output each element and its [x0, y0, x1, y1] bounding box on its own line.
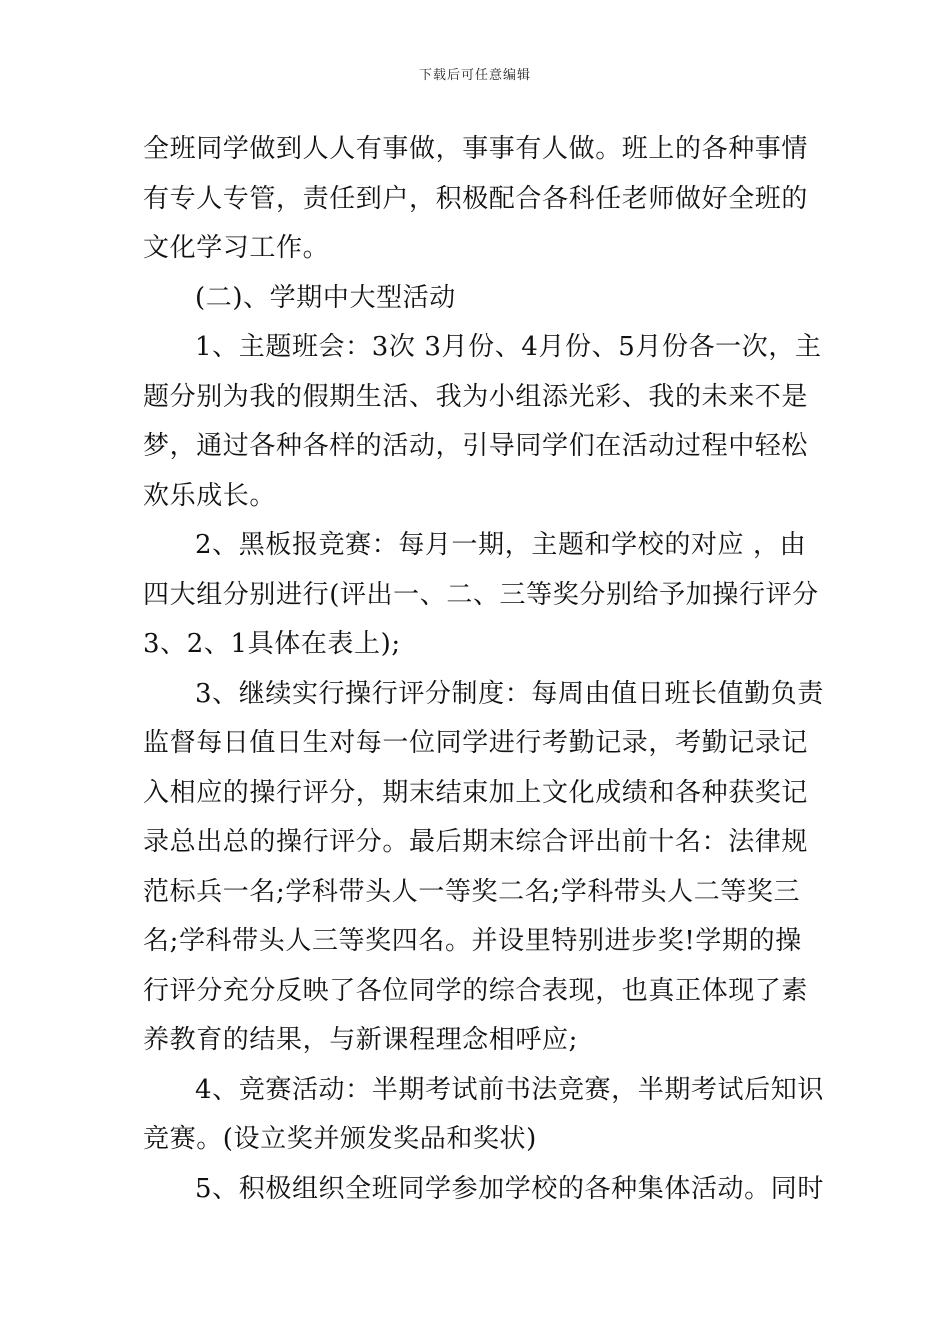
text-line-content: 5、积极组织全班同学参加学校的各种集体活动。同时: [195, 1173, 824, 1204]
text-line: [143, 917, 808, 967]
text-line-content: 梦，通过各种各样的活动，引导同学们在活动过程中轻松: [143, 431, 809, 461]
text-line-content: 题分别为我的假期生活、我为小组添光彩、我的未来不是: [143, 381, 809, 412]
text-line-content: 竞赛。(设立奖并颁发奖品和奖状): [143, 1124, 537, 1154]
text-line-content: 名;学科带头人三等奖四名。并设里特别进步奖!学期的操: [143, 926, 802, 956]
text-line-content: 2、黑板报竞赛：每月一期，主题和学校的对应 ，由: [195, 530, 807, 560]
text-line-content: 四大组分别进行(评出一、二、三等奖分别给予加操行评分: [143, 579, 819, 610]
text-line-content: 4、竞赛活动：半期考试前书法竞赛，半期考试后知识: [195, 1074, 824, 1105]
text-line: [143, 1016, 808, 1066]
text-line-content: 3、继续实行操行评分制度：每周由值日班长值勤负责: [195, 678, 824, 709]
text-line-content: 行评分充分反映了各位同学的综合表现，也真正体现了素: [143, 975, 809, 1006]
text-line-content: 范标兵一名;学科带头人一等奖二名;学科带头人二等奖三: [143, 876, 801, 907]
text-line: [143, 1115, 808, 1165]
text-line: [143, 323, 822, 373]
text-line-content: 文化学习工作。: [143, 233, 330, 263]
text-line: [143, 521, 808, 571]
text-line-content: 有专人专管，责任到户，积极配合各科任老师做好全班的: [143, 183, 809, 214]
text-line: [143, 818, 808, 868]
text-line-content: 3、2、1具体在表上);: [143, 629, 401, 659]
text-line: [143, 967, 808, 1017]
text-line-content: 录总出总的操行评分。最后期末综合评出前十名：法律规: [143, 827, 809, 857]
text-line: [143, 769, 808, 819]
text-line: [143, 373, 808, 423]
text-line: [143, 1066, 824, 1116]
text-line: [143, 422, 808, 472]
text-line-content: 监督每日值日生对每一位同学进行考勤记录，考勤记录记: [143, 728, 809, 758]
text-line-content: 养教育的结果，与新课程理念相呼应;: [143, 1025, 578, 1055]
text-line-content: 入相应的操行评分，期末结束加上文化成绩和各种获奖记: [143, 777, 809, 808]
text-line: [143, 620, 808, 670]
text-line: [143, 274, 808, 324]
text-line: [143, 571, 819, 621]
text-line: [143, 472, 808, 522]
text-line: [143, 125, 808, 175]
text-line-content: 欢乐成长。: [143, 480, 277, 511]
document-body: [143, 125, 824, 1214]
text-line-content: (二)、学期中大型活动: [195, 282, 456, 313]
page-header-note: 下载后可任意编辑: [418, 68, 531, 83]
text-line: [143, 670, 824, 720]
text-line-content: 1、主题班会：3次 3月份、4月份、5月份各一次，主: [195, 332, 822, 362]
text-line: [143, 868, 808, 918]
text-line: [143, 175, 808, 225]
text-line-content: 全班同学做到人人有事做，事事有人做。班上的各种事情: [143, 134, 809, 164]
text-line: [143, 224, 808, 274]
text-line: [143, 719, 808, 769]
text-line: [143, 1165, 824, 1215]
